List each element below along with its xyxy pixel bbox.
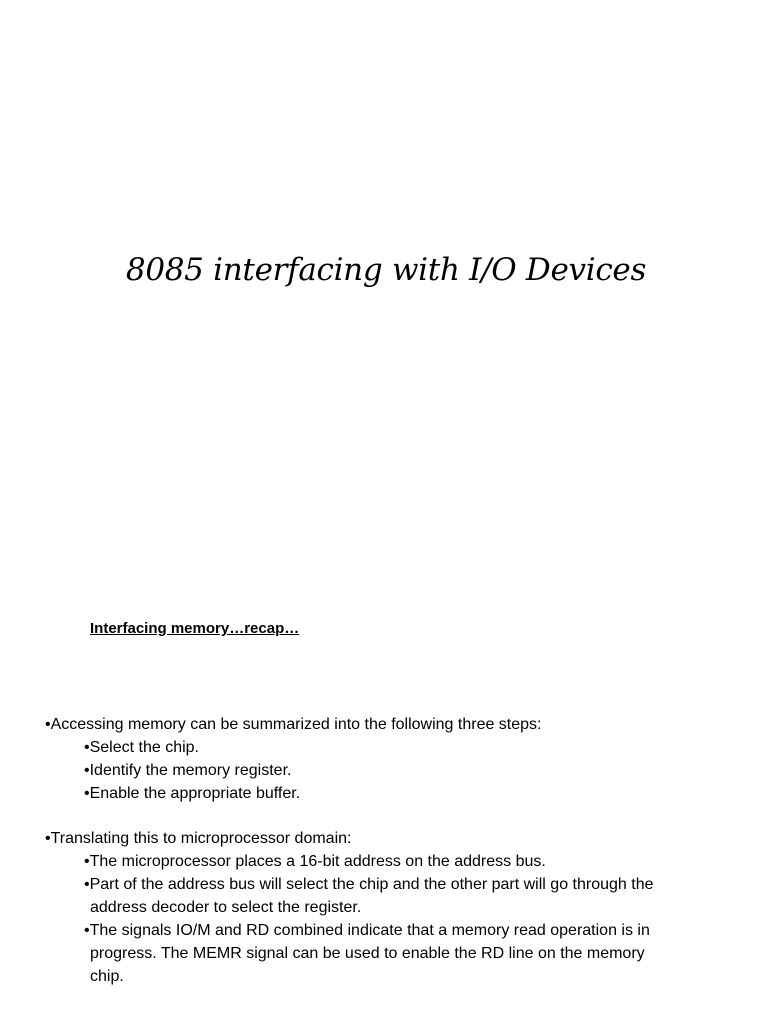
paragraph-gap: [45, 805, 735, 827]
point-address-bus: •The microprocessor places a 16-bit address on the address bus.: [84, 853, 546, 870]
point-signals-line3: chip.: [90, 968, 124, 985]
bullet-translate: •Translating this to microprocessor domain:: [45, 830, 352, 847]
bullet-intro: •Accessing memory can be summarized into the following three steps:: [45, 716, 542, 733]
step-select-chip: •Select the chip.: [84, 739, 199, 756]
step-enable-buffer: •Enable the appropriate buffer.: [84, 785, 301, 802]
point-signals-line2: progress. The MEMR signal can be used to enable the RD line on the memory: [90, 945, 645, 962]
page-title: 8085 interfacing with I/O Devices: [125, 252, 647, 288]
point-chip-select-line1: •Part of the address bus will select the chip and the other part will go through the: [84, 876, 654, 893]
point-chip-select-line2: address decoder to select the register.: [90, 899, 362, 916]
point-signals-line1: •The signals IO/M and RD combined indicate that a memory read operation is in: [84, 922, 650, 939]
section-heading: Interfacing memory…recap…: [90, 620, 300, 637]
step-identify-register: •Identify the memory register.: [84, 762, 292, 779]
body-text: [45, 713, 735, 988]
